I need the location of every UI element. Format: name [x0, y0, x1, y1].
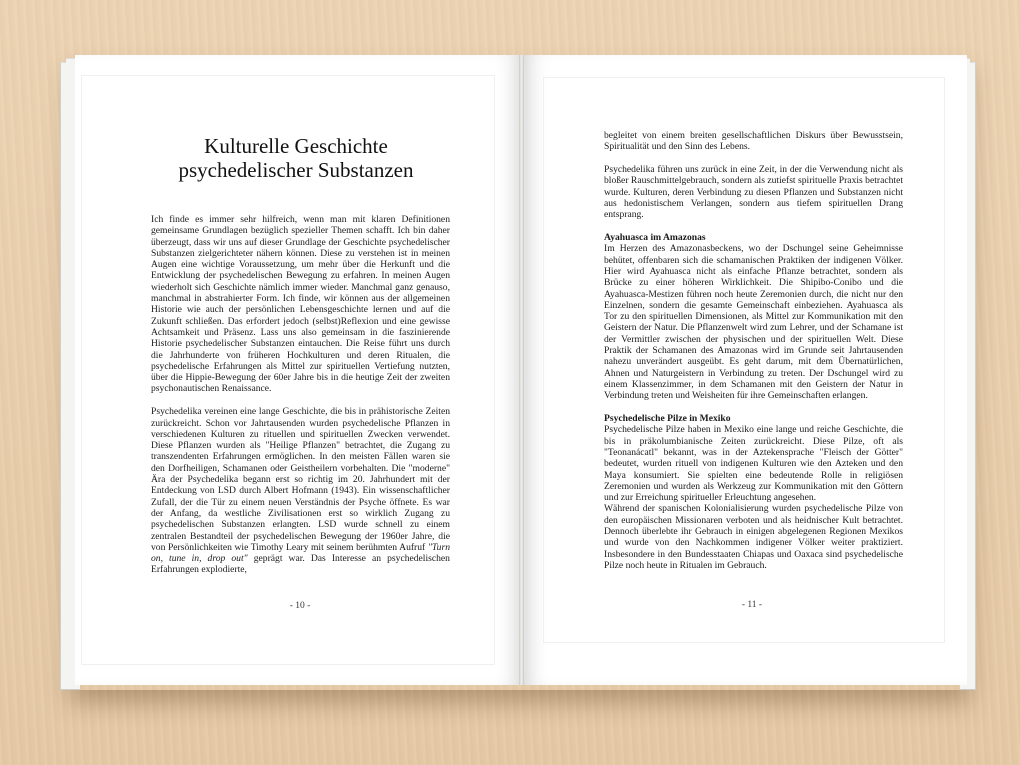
left-paragraph-2-part-b: geprägt war. Das Interesse an psychedelischen Erfahrungen explodierte, [151, 553, 450, 576]
left-paragraph-2-part-a: Psychedelika vereinen eine lange Geschichte, die bis in prähistorische Zeiten zurückreicht. Schon vor Jahrtausenden wurden psychedelische Pflanzen in verschiedenen Kulturen zu rituellen und spirituellen Zwecken verwendet. Diese Pflanzen wurden als "Heilige Pflanzen" betrachtet, die Zugang zu transzendenten Erfahrungen ermöglichen. In den meisten Fällen waren sie den Dorfheiligen, Schamanen oder Geistheilern vorbehalten. Die "moderne" Ära der Psychedelika begann erst so richtig im 20. Jahrhundert mit der Entdeckung von LSD durch Albert Hofmann (1943). Ein wissenschaftlicher Zufall, der die Tür zu einem neuen Verständnis der Psyche öffnete. Es war der Anfang, da westliche Zivilisationen erst so wirklich Zugang zu psychedelischen Substanzen erlangten. LSD wurde schnell zu einem zentralen Bestandteil der psychedelischen Bewegung der 1960er Jahre, die von Persönlichkeiten wie Timothy Leary mit seinem berühmten Aufruf [151, 406, 450, 553]
chapter-title-line2: psychedelischer Substanzen [178, 158, 414, 182]
section-heading-mexiko: Psychedelische Pilze in Mexiko [604, 413, 731, 425]
slogan-quote: "Turn on, tune in, drop out" [151, 541, 450, 565]
right-page-body [604, 130, 903, 571]
left-paragraph-2 [151, 406, 450, 575]
section-heading-ayahuasca: Ayahuasca im Amazonas [604, 232, 706, 244]
chapter-title-line1: Kulturelle Geschichte [204, 134, 388, 158]
chapter-title [146, 134, 446, 182]
left-paragraph-1: Ich finde es immer sehr hilfreich, wenn man mit klaren Definitionen gemeinsame Grundlagen bezüglich spezieller Themen schafft. Ich bin daher überzeugt, dass wir uns auf dieser Grundlage der Geschichte psychedelischer Substanzen zielgerichteter nähern können. Diese zu verstehen ist in meinen Augen eine wichtige Voraussetzung, um mehr über die Herkunft und die Entwicklung der psychedelischen Bewegung zu erfahren. In meinen Augen wiederholt sich Geschichte nämlich immer wieder. Manchmal ganz genauso, manchmal in abstrahierter Form. Ich finde, wir können aus der allgemeinen Historie wie auch der persönlichen Lebensgeschichte lernen und auf die Zukunft schließen. Das erfordert jedoch (selbst)Reflexion und eine gewisse Achtsamkeit und Präsenz. Lass uns also gemeinsam in die faszinierende Historie psychedelischer Substanzen eintauchen. Die Reise führt uns durch die Jahrhunderte von früheren Hochkulturen und deren Ritualen, die psychedelische Erfahrungen als Mittel zur spirituellen Vertiefung nutzten, über die Hippie-Bewegung der 60er Jahre bis in die heutige Zeit der zweiten psychonautischen Renaissance. [151, 214, 450, 395]
page-number-right: - 11 - [741, 600, 763, 610]
section-mexiko-text-2: Während der spanischen Kolonialisierung wurden psychedelische Pilze von den europäischen Missionaren verboten und als heidnischer Kult betrachtet. Dennoch überlebte ihr Gebrauch in einigen abgelegenen Regionen Mexikos und wurde von den Nachkommen indigener Völker weiter praktiziert. Insbesondere in den Bundesstaaten Chiapas und Oaxaca sind psychedelische Pilze noch heute in Ritualen im Gebrauch. [604, 503, 903, 571]
book-gutter [519, 55, 524, 685]
page-number-left: - 10 - [289, 601, 311, 611]
right-paragraph-2: Psychedelika führen uns zurück in eine Zeit, in der die Verwendung nicht als bloßer Rauschmittelgebrauch, sondern als zutiefst spirituelle Praxis betrachtet wurde. Kulturen, deren Verbindung zu diesen Pflanzen und Substanzen nicht aus hedonistischem Verlangen, sondern aus tiefem spirituellen Drang entsprang. [604, 164, 903, 221]
section-ayahuasca-text: Im Herzen des Amazonasbeckens, wo der Dschungel seine Geheimnisse behütet, offenbaren sich die schamanischen Praktiken der indigenen Völker. Hier wird Ayahuasca nicht als einfache Pflanze betrachtet, sondern als Brücke zu einer höheren Wirklichkeit. Die Shipibo-Conibo und die Ayahuasca-Mestizen führen noch heute Zeremonien durch, die nicht nur den Einzelnen, sondern die gesamte Gemeinschaft einbeziehen. Ayahuasca als Tor zu den spirituellen Dimensionen, als Mittel zur Kommunikation mit den Geistern der Natur. Die Pflanzenwelt wird zum Lehrer, und der Schamane ist der Vermittler zwischen der physischen und der spirituellen Welt. Diese Praktik der Schamanen des Amazonas wird im Grunde seit Jahrtausenden nahezu unverändert ausgeübt. Es geht darum, mit dem Übernatürlichen, Ahnen und Naturgeistern in Verbindung zu treten. Der Dschungel wird zu einem Klassenzimmer, in dem Schamanen mit den Geistern der Natur in Verbindung treten und Weisheiten für ihre Gemeinschaften erlangen. [604, 243, 903, 402]
section-mexiko-text: Psychedelische Pilze haben in Mexiko eine lange und reiche Geschichte, die bis in präkolumbianische Zeiten zurückreicht. Diese Pilze, oft als "Teonanácatl" bekannt, was in der Aztekensprache "Fleisch der Götter" bedeutet, wurden rituell von indigenen Kulturen wie den Azteken und den Maya konsumiert. Sie spielten eine bedeutende Rolle in religiösen Zeremonien und wurden als Werkzeug zur Kommunikation mit den Göttern und zur Erreichung spiritueller Erleuchtung angesehen. [604, 424, 903, 504]
left-page-body [151, 214, 450, 587]
right-paragraph-1: begleitet von einem breiten gesellschaftlichen Diskurs über Bewusstsein, Spiritualität und den Sinn des Lebens. [604, 130, 903, 153]
